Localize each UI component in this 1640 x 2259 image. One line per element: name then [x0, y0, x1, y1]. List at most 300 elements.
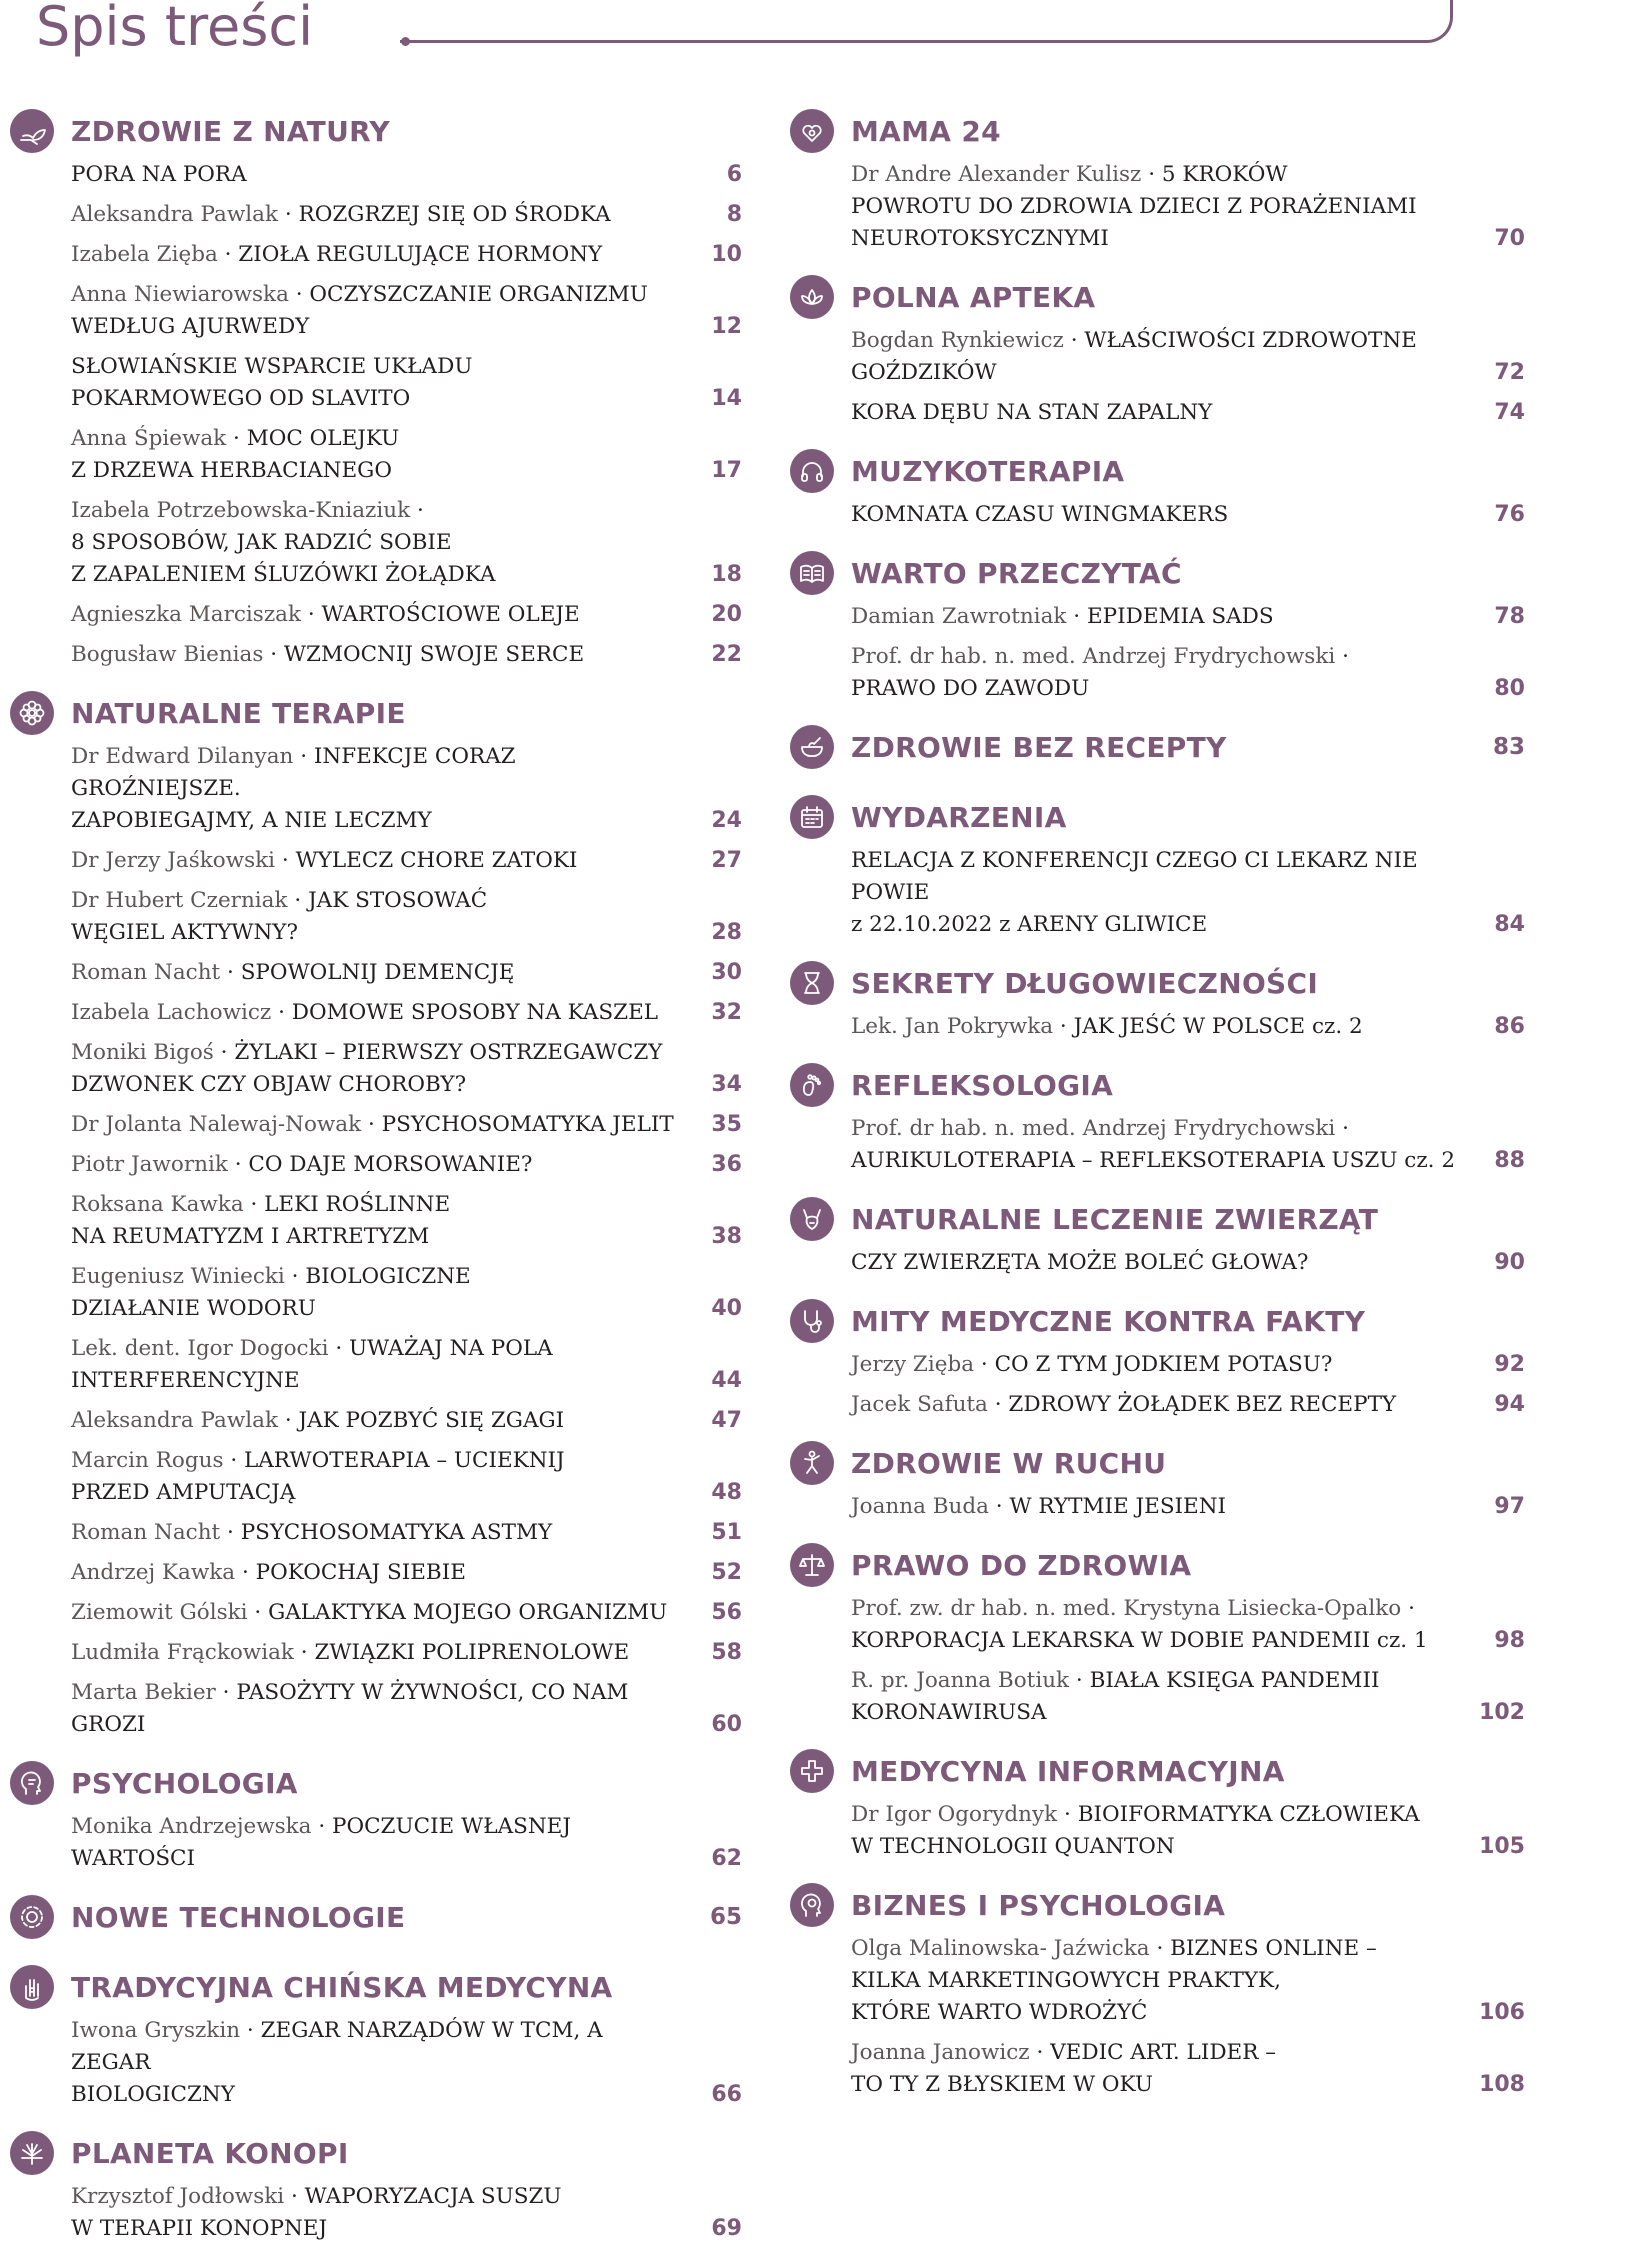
entry-title: CO DAJE MORSOWANIE?	[248, 1152, 533, 1177]
entry-page-number: 98	[1494, 1628, 1525, 1653]
entry-list	[851, 1011, 1525, 1043]
entry-text: Joanna Buda · W RYTMIE JESIENI	[851, 1494, 1227, 1519]
section-header[interactable]	[790, 789, 1525, 845]
entry-title: NEUROTOKSYCZNYMI	[851, 226, 1109, 251]
entry-title: WŁAŚCIWOŚCI ZDROWOTNE	[1084, 328, 1417, 353]
toc-entry[interactable]	[851, 1349, 1525, 1381]
entry-text: Dr Jolanta Nalewaj-Nowak · PSYCHOSOMATYKA JELIT	[71, 1112, 674, 1137]
entry-title: INFEKCJE CORAZ GROŹNIEJSZE.	[71, 744, 516, 801]
entry-author: Bogusław Bienias	[71, 642, 264, 667]
entry-text: Dr Andre Alexander Kulisz · 5 KROKÓW POWROTU DO ZDROWIA DZIECI Z PORAŻENIAMI NEUROTOKSYCZNYMI	[851, 162, 1417, 251]
section-header[interactable]	[790, 269, 1525, 325]
entry-page-number: 84	[1494, 912, 1525, 937]
entry-author: Dr Edward Dilanyan	[71, 744, 294, 769]
section-title: WYDARZENIA	[851, 800, 1067, 834]
entry-author: Ziemowit Gólski	[71, 1600, 248, 1625]
gear-icon	[10, 1895, 54, 1939]
entry-text: Monika Andrzejewska · POCZUCIE WŁASNEJ WARTOŚCI	[71, 1814, 571, 1871]
toc-entry[interactable]	[71, 1557, 742, 1589]
entry-title: SŁOWIAŃSKIE WSPARCIE UKŁADU	[71, 354, 473, 379]
toc-entry[interactable]	[71, 495, 742, 591]
section-title: NATURALNE LECZENIE ZWIERZĄT	[851, 1202, 1379, 1236]
entry-author: Marta Bekier	[71, 1680, 216, 1705]
toc-entry[interactable]	[851, 1011, 1525, 1043]
section-title: PLANETA KONOPI	[71, 2136, 349, 2170]
entry-page-number: 78	[1494, 604, 1525, 629]
toc-right-column	[790, 103, 1525, 2115]
entry-page-number: 32	[711, 1000, 742, 1025]
toc-entry[interactable]	[71, 2015, 742, 2111]
entry-title: PSYCHOSOMATYKA ASTMY	[240, 1520, 553, 1545]
toc-section	[790, 1057, 1525, 1177]
entry-author: Dr Jerzy Jaśkowski	[71, 848, 276, 873]
entry-title: JAK JEŚĆ W POLSCE cz. 2	[1073, 1014, 1363, 1039]
toc-entry[interactable]	[851, 1593, 1525, 1657]
medical-cross-icon	[790, 1749, 834, 1793]
entry-title: POKARMOWEGO OD SLAVITO	[71, 386, 411, 411]
entry-author: Krzysztof Jodłowski	[71, 2184, 285, 2209]
entry-list	[851, 1349, 1525, 1421]
toc-section	[790, 1743, 1525, 1863]
toc-entry[interactable]	[71, 1333, 742, 1397]
headphones-icon	[790, 449, 834, 493]
entry-title: ROZGRZEJ SIĘ OD ŚRODKA	[298, 202, 611, 227]
entry-title: POKOCHAJ SIEBIE	[255, 1560, 466, 1585]
entry-page-number: 17	[711, 458, 742, 483]
entry-title: BIZNES ONLINE –	[1170, 1936, 1377, 1961]
leaf-hand-icon	[10, 109, 54, 153]
toc-entry[interactable]	[71, 1445, 742, 1509]
entry-title: TO TY Z BŁYSKIEM W OKU	[851, 2072, 1153, 2097]
entry-title: KORONAWIRUSA	[851, 1700, 1047, 1725]
section-header[interactable]	[790, 1057, 1525, 1113]
entry-title: CO Z TYM JODKIEM POTASU?	[994, 1352, 1333, 1377]
entry-text	[851, 845, 1465, 941]
section-header[interactable]	[10, 1959, 742, 2015]
entry-text: Agnieszka Marciszak · WARTOŚCIOWE OLEJE	[71, 602, 580, 627]
entry-text	[851, 397, 1465, 429]
section-header[interactable]	[790, 1191, 1525, 1247]
entry-page-number: 88	[1494, 1148, 1525, 1173]
section-title: POLNA APTEKA	[851, 280, 1096, 314]
toc-entry[interactable]	[851, 1799, 1525, 1863]
entry-text: R. pr. Joanna Botiuk · BIAŁA KSIĘGA PANDEMII KORONAWIRUSA	[851, 1668, 1380, 1725]
entry-author: Eugeniusz Winiecki	[71, 1264, 285, 1289]
toc-entry[interactable]	[71, 1811, 742, 1875]
section-title: NATURALNE TERAPIE	[71, 696, 406, 730]
entry-title: 8 SPOSOBÓW, JAK RADZIĆ SOBIE	[71, 530, 452, 555]
entry-text: Roksana Kawka · LEKI ROŚLINNE NA REUMATYZM I ARTRETYZM	[71, 1192, 451, 1249]
head-icon	[10, 1761, 54, 1805]
entry-author: Joanna Janowicz	[851, 2040, 1030, 2065]
entry-page-number: 60	[711, 1712, 742, 1737]
toc-section	[10, 103, 742, 671]
entry-title: ZDROWY ŻOŁĄDEK BEZ RECEPTY	[1008, 1392, 1397, 1417]
toc-left-column	[10, 103, 742, 2259]
section-title: MUZYKOTERAPIA	[851, 454, 1125, 488]
toc-section	[790, 955, 1525, 1043]
toc-entry[interactable]	[851, 1247, 1525, 1279]
toc-entry[interactable]	[71, 1597, 742, 1629]
entry-author: Aleksandra Pawlak	[71, 202, 278, 227]
toc-entry[interactable]	[851, 325, 1525, 389]
lotus-icon	[790, 275, 834, 319]
entry-title: KILKA MARKETINGOWYCH PRAKTYK,	[851, 1968, 1281, 1993]
entry-page-number: 69	[711, 2216, 742, 2241]
hand-icon	[10, 1965, 54, 2009]
flower-icon	[10, 691, 54, 735]
toc-section	[10, 1889, 742, 1945]
entry-text	[71, 351, 682, 415]
entry-page-number: 30	[711, 960, 742, 985]
toc-entry[interactable]	[71, 1037, 742, 1101]
toc-section	[790, 719, 1525, 775]
entry-author: Marcin Rogus	[71, 1448, 224, 1473]
toc-section	[790, 269, 1525, 429]
entry-author: Joanna Buda	[851, 1494, 989, 1519]
toc-section	[790, 1293, 1525, 1421]
entry-title: W TECHNOLOGII QUANTON	[851, 1834, 1175, 1859]
entry-list	[71, 159, 742, 671]
section-header[interactable]	[10, 685, 742, 741]
toc-entry[interactable]	[71, 885, 742, 949]
section-header[interactable]	[790, 1537, 1525, 1593]
entry-page-number: 20	[711, 602, 742, 627]
entry-text: Roman Nacht · PSYCHOSOMATYKA ASTMY	[71, 1520, 553, 1545]
title-rule	[400, 0, 1453, 43]
entry-list	[851, 1593, 1525, 1729]
toc-entry[interactable]	[71, 2181, 742, 2245]
section-header[interactable]	[790, 1435, 1525, 1491]
entry-title: WARTOŚCIOWE OLEJE	[321, 602, 580, 627]
section-title: PSYCHOLOGIA	[71, 1766, 298, 1800]
toc-entry[interactable]	[851, 1665, 1525, 1729]
cannabis-leaf-icon	[10, 2131, 54, 2175]
section-header[interactable]	[790, 1743, 1525, 1799]
entry-author: Prof. zw. dr hab. n. med. Krystyna Lisiecka-Opalko	[851, 1596, 1402, 1621]
toc-entry[interactable]	[851, 1491, 1525, 1523]
entry-text: Dr Hubert Czerniak · JAK STOSOWAĆ WĘGIEL AKTYWNY?	[71, 888, 488, 945]
entry-title: NA REUMATYZM I ARTRETYZM	[71, 1224, 430, 1249]
entry-page-number: 66	[711, 2082, 742, 2107]
toc-entry[interactable]	[71, 997, 742, 1029]
entry-title: WZMOCNIJ SWOJE SERCE	[283, 642, 585, 667]
entry-text: Piotr Jawornik · CO DAJE MORSOWANIE?	[71, 1152, 533, 1177]
toc-section	[10, 685, 742, 1741]
toc-section	[790, 789, 1525, 941]
entry-text: Lek. dent. Igor Dogocki · UWAŻAJ NA POLA INTERFERENCYJNE	[71, 1336, 553, 1393]
foot-icon	[790, 1063, 834, 1107]
entry-page-number: 62	[711, 1846, 742, 1871]
entry-title: OCZYSZCZANIE ORGANIZMU	[309, 282, 648, 307]
entry-author: Damian Zawrotniak	[851, 604, 1067, 629]
toc-section	[790, 103, 1525, 255]
entry-title: POCZUCIE WŁASNEJ WARTOŚCI	[71, 1814, 571, 1871]
entry-page-number: 102	[1479, 1700, 1525, 1725]
entry-page-number: 72	[1494, 360, 1525, 385]
entry-author: Dr Igor Ogorydnyk	[851, 1802, 1058, 1827]
section-title: REFLEKSOLOGIA	[851, 1068, 1114, 1102]
entry-page-number: 35	[711, 1112, 742, 1137]
entry-text: Anna Niewiarowska · OCZYSZCZANIE ORGANIZMU WEDŁUG AJURWEDY	[71, 282, 648, 339]
section-header[interactable]	[10, 1889, 742, 1945]
section-header[interactable]	[10, 1755, 742, 1811]
entry-author: Dr Andre Alexander Kulisz	[851, 162, 1142, 187]
toc-entry[interactable]	[71, 1189, 742, 1253]
entry-title: JAK STOSOWAĆ	[308, 888, 488, 913]
entry-author: Piotr Jawornik	[71, 1152, 228, 1177]
entry-text: Jacek Safuta · ZDROWY ŻOŁĄDEK BEZ RECEPTY	[851, 1392, 1397, 1417]
entry-text: Prof. zw. dr hab. n. med. Krystyna Lisiecka-Opalko · KORPORACJA LEKARSKA W DOBIE PANDEMII cz. 1	[851, 1596, 1428, 1653]
entry-page-number: 94	[1494, 1392, 1525, 1417]
entry-title: Z DRZEWA HERBACIANEGO	[71, 458, 392, 483]
entry-text: Bogusław Bienias · WZMOCNIJ SWOJE SERCE	[71, 642, 585, 667]
section-header[interactable]	[790, 955, 1525, 1011]
entry-text: Aleksandra Pawlak · ROZGRZEJ SIĘ OD ŚRODKA	[71, 202, 611, 227]
toc-entry[interactable]	[71, 351, 742, 415]
entry-page-number: 70	[1494, 226, 1525, 251]
entry-page-number: 8	[726, 202, 742, 227]
entry-list	[71, 741, 742, 1741]
entry-title: PSYCHOSOMATYKA JELIT	[381, 1112, 674, 1137]
entry-title: LEKI ROŚLINNE	[264, 1192, 451, 1217]
entry-text: Marta Bekier · PASOŻYTY W ŻYWNOŚCI, CO NAM GROZI	[71, 1680, 629, 1737]
entry-text: Roman Nacht · SPOWOLNIJ DEMENCJĘ	[71, 960, 515, 985]
entry-author: Olga Malinowska- Jaźwicka	[851, 1936, 1150, 1961]
toc-entry[interactable]	[71, 1405, 742, 1437]
toc-entry[interactable]	[71, 423, 742, 487]
toc-entry[interactable]	[71, 199, 742, 231]
entry-page-number: 58	[711, 1640, 742, 1665]
entry-text: Prof. dr hab. n. med. Andrzej Frydrychowski · PRAWO DO ZAWODU	[851, 644, 1349, 701]
entry-page-number: 12	[711, 314, 742, 339]
entry-text: Aleksandra Pawlak · JAK POZBYĆ SIĘ ZGAGI	[71, 1408, 565, 1433]
entry-text: Dr Igor Ogorydnyk · BIOIFORMATYKA CZŁOWIEKA W TECHNOLOGII QUANTON	[851, 1802, 1420, 1859]
entry-author: Jerzy Zięba	[851, 1352, 975, 1377]
entry-page-number: 74	[1494, 400, 1525, 425]
entry-title: W RYTMIE JESIENI	[1009, 1494, 1227, 1519]
entry-author: Prof. dr hab. n. med. Andrzej Frydrychowski	[851, 1116, 1336, 1141]
entry-author: Moniki Bigoś	[71, 1040, 214, 1065]
entry-author: Dr Hubert Czerniak	[71, 888, 288, 913]
entry-page-number: 106	[1479, 2000, 1525, 2025]
entry-title: RELACJA Z KONFERENCJI CZEGO CI LEKARZ NIE POWIE	[851, 848, 1418, 905]
entry-title: KTÓRE WARTO WDROŻYĆ	[851, 2000, 1148, 2025]
entry-title: JAK POZBYĆ SIĘ ZGAGI	[298, 1408, 565, 1433]
entry-title: ZWIĄZKI POLIPRENOLOWE	[314, 1640, 630, 1665]
entry-title: PORA NA PORA	[71, 162, 247, 187]
entry-text: Ludmiła Frąckowiak · ZWIĄZKI POLIPRENOLOWE	[71, 1640, 630, 1665]
entry-text: Dr Edward Dilanyan · INFEKCJE CORAZ GROŹNIEJSZE. ZAPOBIEGAJMY, A NIE LECZMY	[71, 744, 516, 833]
toc-section	[790, 1877, 1525, 2101]
entry-page-number: 36	[711, 1152, 742, 1177]
entry-author: Roman Nacht	[71, 960, 221, 985]
toc-entry[interactable]	[71, 639, 742, 671]
toc-section	[790, 1435, 1525, 1523]
toc-entry[interactable]	[851, 641, 1525, 705]
toc-entry[interactable]	[851, 601, 1525, 633]
section-title: BIZNES I PSYCHOLOGIA	[851, 1888, 1226, 1922]
entry-list	[851, 499, 1525, 531]
section-header[interactable]	[10, 103, 742, 159]
toc-entry[interactable]	[71, 957, 742, 989]
entry-list	[851, 159, 1525, 255]
entry-title: KOMNATA CZASU WINGMAKERS	[851, 502, 1229, 527]
entry-list	[851, 1933, 1525, 2101]
entry-page-number: 14	[711, 386, 742, 411]
entry-title: WAPORYZACJA SUSZU	[304, 2184, 562, 2209]
entry-title: VEDIC ART. LIDER –	[1050, 2040, 1277, 2065]
entry-text: Prof. dr hab. n. med. Andrzej Frydrychowski · AURIKULOTERAPIA – REFLEKSOTERAPIA USZU cz. 2	[851, 1116, 1456, 1173]
toc-entry[interactable]	[71, 741, 742, 837]
entry-author: Prof. dr hab. n. med. Andrzej Frydrychowski	[851, 644, 1336, 669]
entry-title: 5 KROKÓW	[1161, 162, 1288, 187]
toc-entry[interactable]	[71, 159, 742, 191]
stethoscope-icon	[790, 1299, 834, 1343]
entry-page-number: 86	[1494, 1014, 1525, 1039]
brain-head-icon	[790, 1883, 834, 1927]
toc-entry[interactable]	[71, 599, 742, 631]
entry-page-number: 22	[711, 642, 742, 667]
entry-list	[851, 1799, 1525, 1863]
toc-entry[interactable]	[851, 1933, 1525, 2029]
toc-entry[interactable]	[851, 499, 1525, 531]
entry-author: Jacek Safuta	[851, 1392, 988, 1417]
entry-title: CZY ZWIERZĘTA MOŻE BOLEĆ GŁOWA?	[851, 1250, 1309, 1275]
section-title: ZDROWIE W RUCHU	[851, 1446, 1167, 1480]
entry-author: Iwona Gryszkin	[71, 2018, 241, 2043]
section-title: TRADYCYJNA CHIŃSKA MEDYCYNA	[71, 1970, 613, 2004]
mother-child-icon	[790, 109, 834, 153]
calendar-icon	[790, 795, 834, 839]
entry-author: Izabela Lachowicz	[71, 1000, 272, 1025]
toc-section	[790, 1191, 1525, 1279]
toc-entry[interactable]	[71, 1149, 742, 1181]
entry-text: Izabela Zięba · ZIOŁA REGULUJĄCE HORMONY	[71, 242, 603, 267]
entry-text: Lek. Jan Pokrywka · JAK JEŚĆ W POLSCE cz. 2	[851, 1014, 1363, 1039]
section-title: MEDYCYNA INFORMACYJNA	[851, 1754, 1285, 1788]
entry-list	[851, 1491, 1525, 1523]
entry-page-number: 34	[711, 1072, 742, 1097]
entry-text: Izabela Lachowicz · DOMOWE SPOSOBY NA KASZEL	[71, 1000, 659, 1025]
page-title: Spis treści	[36, 0, 314, 58]
entry-page-number: 40	[711, 1296, 742, 1321]
toc-entry[interactable]	[71, 279, 742, 343]
entry-text: Olga Malinowska- Jaźwicka · BIZNES ONLINE – KILKA MARKETINGOWYCH PRAKTYK, KTÓRE WARTO WDROŻYĆ	[851, 1936, 1377, 2025]
entry-title: KORA DĘBU NA STAN ZAPALNY	[851, 400, 1213, 425]
scales-icon	[790, 1543, 834, 1587]
entry-title: BIAŁA KSIĘGA PANDEMII	[1089, 1668, 1380, 1693]
toc-section	[10, 1755, 742, 1875]
section-title: NOWE TECHNOLOGIE	[71, 1900, 406, 1934]
entry-text: Krzysztof Jodłowski · WAPORYZACJA SUSZU W TERAPII KONOPNEJ	[71, 2184, 562, 2241]
mortar-icon	[790, 725, 834, 769]
entry-title: ZEGAR NARZĄDÓW W TCM, A ZEGAR	[71, 2018, 603, 2075]
section-header[interactable]	[790, 719, 1525, 775]
section-title: ZDROWIE Z NATURY	[71, 114, 391, 148]
entry-text: Marcin Rogus · LARWOTERAPIA – UCIEKNIJ PRZED AMPUTACJĄ	[71, 1448, 565, 1505]
entry-page-number: 90	[1494, 1250, 1525, 1275]
entry-page-number: 44	[711, 1368, 742, 1393]
entry-title: KORPORACJA LEKARSKA W DOBIE PANDEMII cz. 1	[851, 1628, 1428, 1653]
running-person-icon	[790, 1441, 834, 1485]
toc-entry[interactable]	[851, 397, 1525, 429]
section-title: ZDROWIE BEZ RECEPTY	[851, 730, 1227, 764]
entry-text: Eugeniusz Winiecki · BIOLOGICZNE DZIAŁANIE WODORU	[71, 1264, 471, 1321]
section-header[interactable]	[10, 2125, 742, 2181]
entry-title: UWAŻAJ NA POLA	[349, 1336, 553, 1361]
entry-page-number: 80	[1494, 676, 1525, 701]
entry-author: Ludmiła Frąckowiak	[71, 1640, 294, 1665]
entry-text: Anna Śpiewak · MOC OLEJKU Z DRZEWA HERBACIANEGO	[71, 426, 400, 483]
entry-author: Roksana Kawka	[71, 1192, 244, 1217]
entry-text: Damian Zawrotniak · EPIDEMIA SADS	[851, 604, 1274, 629]
entry-page-number: 27	[711, 848, 742, 873]
entry-title: WĘGIEL AKTYWNY?	[71, 920, 299, 945]
entry-title: SPOWOLNIJ DEMENCJĘ	[240, 960, 515, 985]
toc-entry[interactable]	[851, 845, 1525, 941]
toc-entry[interactable]	[71, 1109, 742, 1141]
section-header[interactable]	[790, 443, 1525, 499]
entry-title: EPIDEMIA SADS	[1086, 604, 1274, 629]
section-header[interactable]	[790, 1293, 1525, 1349]
entry-page-number: 51	[711, 1520, 742, 1545]
toc-section	[790, 443, 1525, 531]
entry-list	[851, 601, 1525, 705]
entry-page-number: 10	[711, 242, 742, 267]
entry-author: Roman Nacht	[71, 1520, 221, 1545]
entry-page-number: 52	[711, 1560, 742, 1585]
toc-entry[interactable]	[71, 845, 742, 877]
entry-text	[851, 499, 1465, 531]
animal-icon	[790, 1197, 834, 1241]
toc-entry[interactable]	[71, 1517, 742, 1549]
entry-author: Anna Niewiarowska	[71, 282, 289, 307]
entry-text: Iwona Gryszkin · ZEGAR NARZĄDÓW W TCM, A ZEGAR BIOLOGICZNY	[71, 2018, 603, 2107]
entry-author: Bogdan Rynkiewicz	[851, 328, 1064, 353]
section-header[interactable]	[790, 545, 1525, 601]
toc-section	[790, 545, 1525, 705]
entry-title: Z ZAPALENIEM ŚLUZÓWKI ŻOŁĄDKA	[71, 562, 496, 587]
toc-entry[interactable]	[851, 1389, 1525, 1421]
entry-author: Dr Jolanta Nalewaj-Nowak	[71, 1112, 362, 1137]
entry-title: LARWOTERAPIA – UCIEKNIJ	[244, 1448, 565, 1473]
hourglass-icon	[790, 961, 834, 1005]
entry-author: Andrzej Kawka	[71, 1560, 236, 1585]
toc-entry[interactable]	[851, 2037, 1525, 2101]
toc-section	[10, 2125, 742, 2245]
entry-page-number: 28	[711, 920, 742, 945]
entry-page-number: 6	[726, 162, 742, 187]
section-header[interactable]	[790, 1877, 1525, 1933]
toc-entry[interactable]	[851, 1113, 1525, 1177]
section-header[interactable]	[790, 103, 1525, 159]
section-page-number: 83	[1492, 734, 1525, 760]
toc-entry[interactable]	[71, 1677, 742, 1741]
toc-entry[interactable]	[851, 159, 1525, 255]
entry-title: ZIOŁA REGULUJĄCE HORMONY	[238, 242, 603, 267]
title-rule-dot	[401, 37, 410, 46]
entry-title: GALAKTYKA MOJEGO ORGANIZMU	[268, 1600, 668, 1625]
toc-section	[790, 1537, 1525, 1729]
toc-entry[interactable]	[71, 1637, 742, 1669]
book-icon	[790, 551, 834, 595]
entry-title: ŻYLAKI – PIERWSZY OSTRZEGAWCZY	[234, 1040, 663, 1065]
toc-entry[interactable]	[71, 239, 742, 271]
toc-entry[interactable]	[71, 1261, 742, 1325]
entry-title: PRAWO DO ZAWODU	[851, 676, 1090, 701]
entry-text	[851, 1247, 1465, 1279]
